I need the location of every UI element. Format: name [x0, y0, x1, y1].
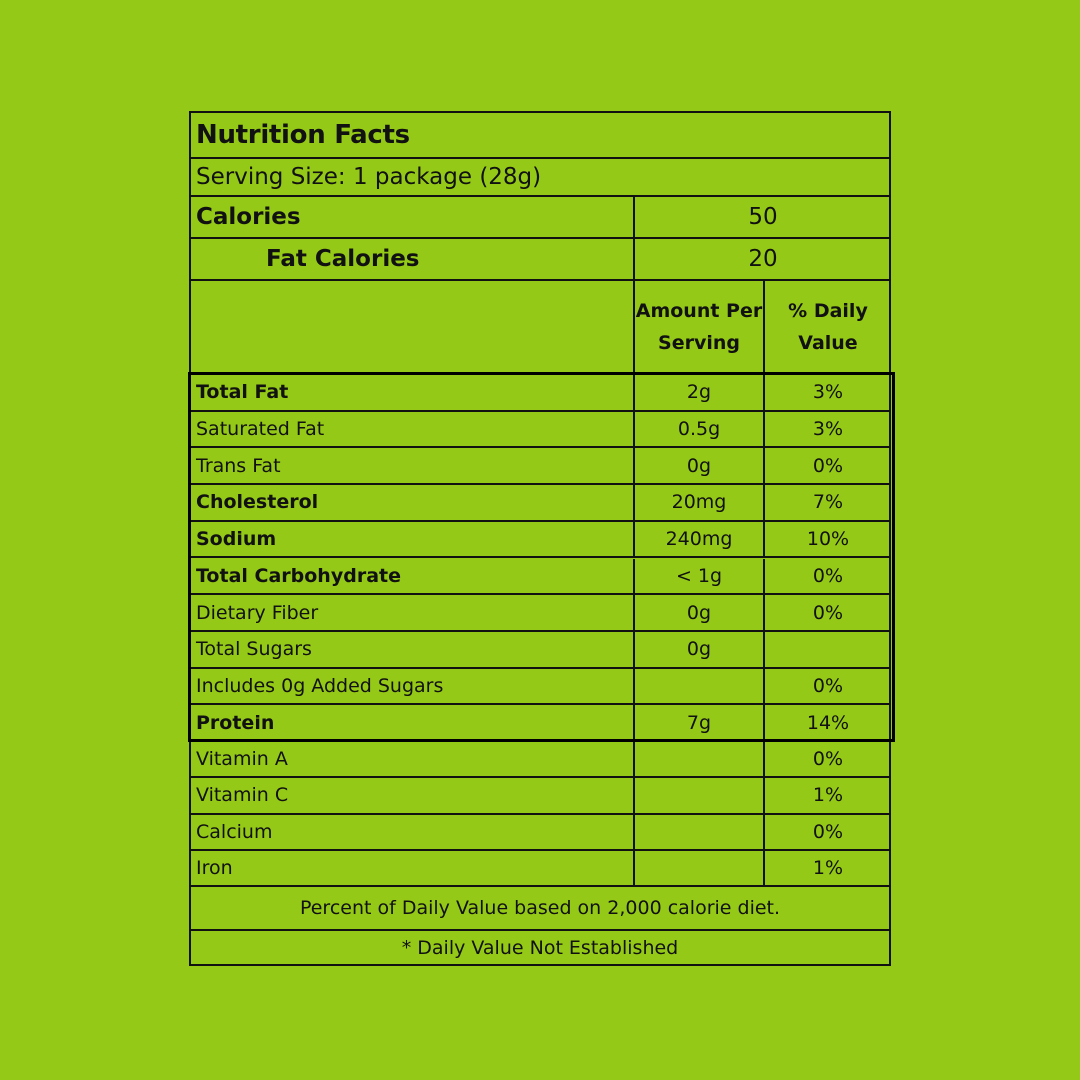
nutrient-name: Saturated Fat	[196, 418, 325, 441]
nutrient-amount	[633, 778, 763, 812]
nutrient-amount: 20mg	[633, 485, 763, 520]
nutrition-facts-label	[189, 111, 891, 966]
title-row	[191, 113, 889, 159]
calories-label: Calories	[196, 204, 301, 230]
label-title: Nutrition Facts	[196, 120, 410, 150]
nutrient-daily-value: 0%	[763, 559, 891, 594]
nutrient-row	[191, 375, 889, 412]
nutrient-name: Cholesterol	[196, 491, 319, 514]
nutrient-daily-value: 10%	[763, 522, 891, 557]
vitamin-row	[191, 778, 889, 814]
nutrient-amount: 7g	[633, 705, 763, 740]
nutrient-row	[191, 669, 889, 706]
serving-size: Serving Size: 1 package (28g)	[196, 164, 542, 190]
nutrient-daily-value: 3%	[763, 412, 891, 447]
header-blank-cell	[191, 281, 633, 373]
note-row	[191, 931, 889, 964]
nutrient-amount	[633, 815, 763, 849]
nutrient-daily-value: 0%	[763, 595, 891, 630]
nutrient-daily-value: 14%	[763, 705, 891, 740]
column-header-row	[191, 281, 889, 375]
nutrient-row	[191, 412, 889, 449]
calories-value: 50	[633, 197, 891, 237]
nutrient-name: Dietary Fiber	[196, 601, 319, 624]
nutrient-daily-value: 7%	[763, 485, 891, 520]
nutrient-daily-value: 1%	[763, 778, 891, 812]
nutrient-row	[191, 448, 889, 485]
nutrient-amount: < 1g	[633, 559, 763, 594]
nutrient-name: Includes 0g Added Sugars	[196, 674, 444, 697]
nutrient-amount: 2g	[633, 375, 763, 410]
nutrient-row	[191, 559, 889, 596]
nutrient-amount: 0g	[633, 632, 763, 667]
nutrient-daily-value: 0%	[763, 669, 891, 704]
nutrient-row	[191, 485, 889, 522]
nutrient-name: Iron	[196, 856, 233, 879]
nutrient-row	[191, 705, 889, 742]
vitamin-row	[191, 742, 889, 778]
nutrient-row	[191, 632, 889, 669]
nutrient-name: Vitamin C	[196, 784, 289, 807]
nutrient-amount	[633, 851, 763, 885]
footnote: Percent of Daily Value based on 2,000 calorie diet.	[299, 897, 781, 919]
nutrient-name: Trans Fat	[196, 454, 281, 477]
nutrient-daily-value	[763, 632, 891, 667]
nutrient-daily-value: 3%	[763, 375, 891, 410]
nutrient-row	[191, 522, 889, 559]
daily-value-note: * Daily Value Not Established	[401, 936, 679, 959]
nutrient-name: Vitamin A	[196, 748, 288, 771]
nutrient-row	[191, 595, 889, 632]
nutrient-name: Total Fat	[196, 381, 289, 404]
nutrient-amount: 0.5g	[633, 412, 763, 447]
calories-row	[191, 197, 889, 239]
nutrient-amount: 0g	[633, 448, 763, 483]
nutrient-amount: 0g	[633, 595, 763, 630]
fat-calories-label: Fat Calories	[266, 246, 420, 272]
nutrient-daily-value: 0%	[763, 448, 891, 483]
vitamin-row	[191, 851, 889, 887]
nutrient-daily-value: 0%	[763, 815, 891, 849]
nutrient-amount	[633, 742, 763, 776]
amount-per-serving-header: Amount Per Serving	[633, 281, 763, 373]
nutrient-name: Total Carbohydrate	[196, 564, 401, 587]
nutrient-name: Sodium	[196, 528, 277, 551]
daily-value-header: % Daily Value	[763, 281, 891, 373]
nutrient-name: Total Sugars	[196, 638, 312, 661]
vitamin-row	[191, 815, 889, 851]
footnote-row	[191, 887, 889, 931]
nutrient-daily-value: 0%	[763, 742, 891, 776]
nutrient-name: Protein	[196, 711, 275, 734]
serving-size-row	[191, 159, 889, 197]
fat-calories-value: 20	[633, 239, 891, 279]
nutrient-name: Calcium	[196, 820, 273, 843]
nutrient-amount: 240mg	[633, 522, 763, 557]
nutrient-amount	[633, 669, 763, 704]
fat-calories-row	[191, 239, 889, 281]
nutrient-daily-value: 1%	[763, 851, 891, 885]
